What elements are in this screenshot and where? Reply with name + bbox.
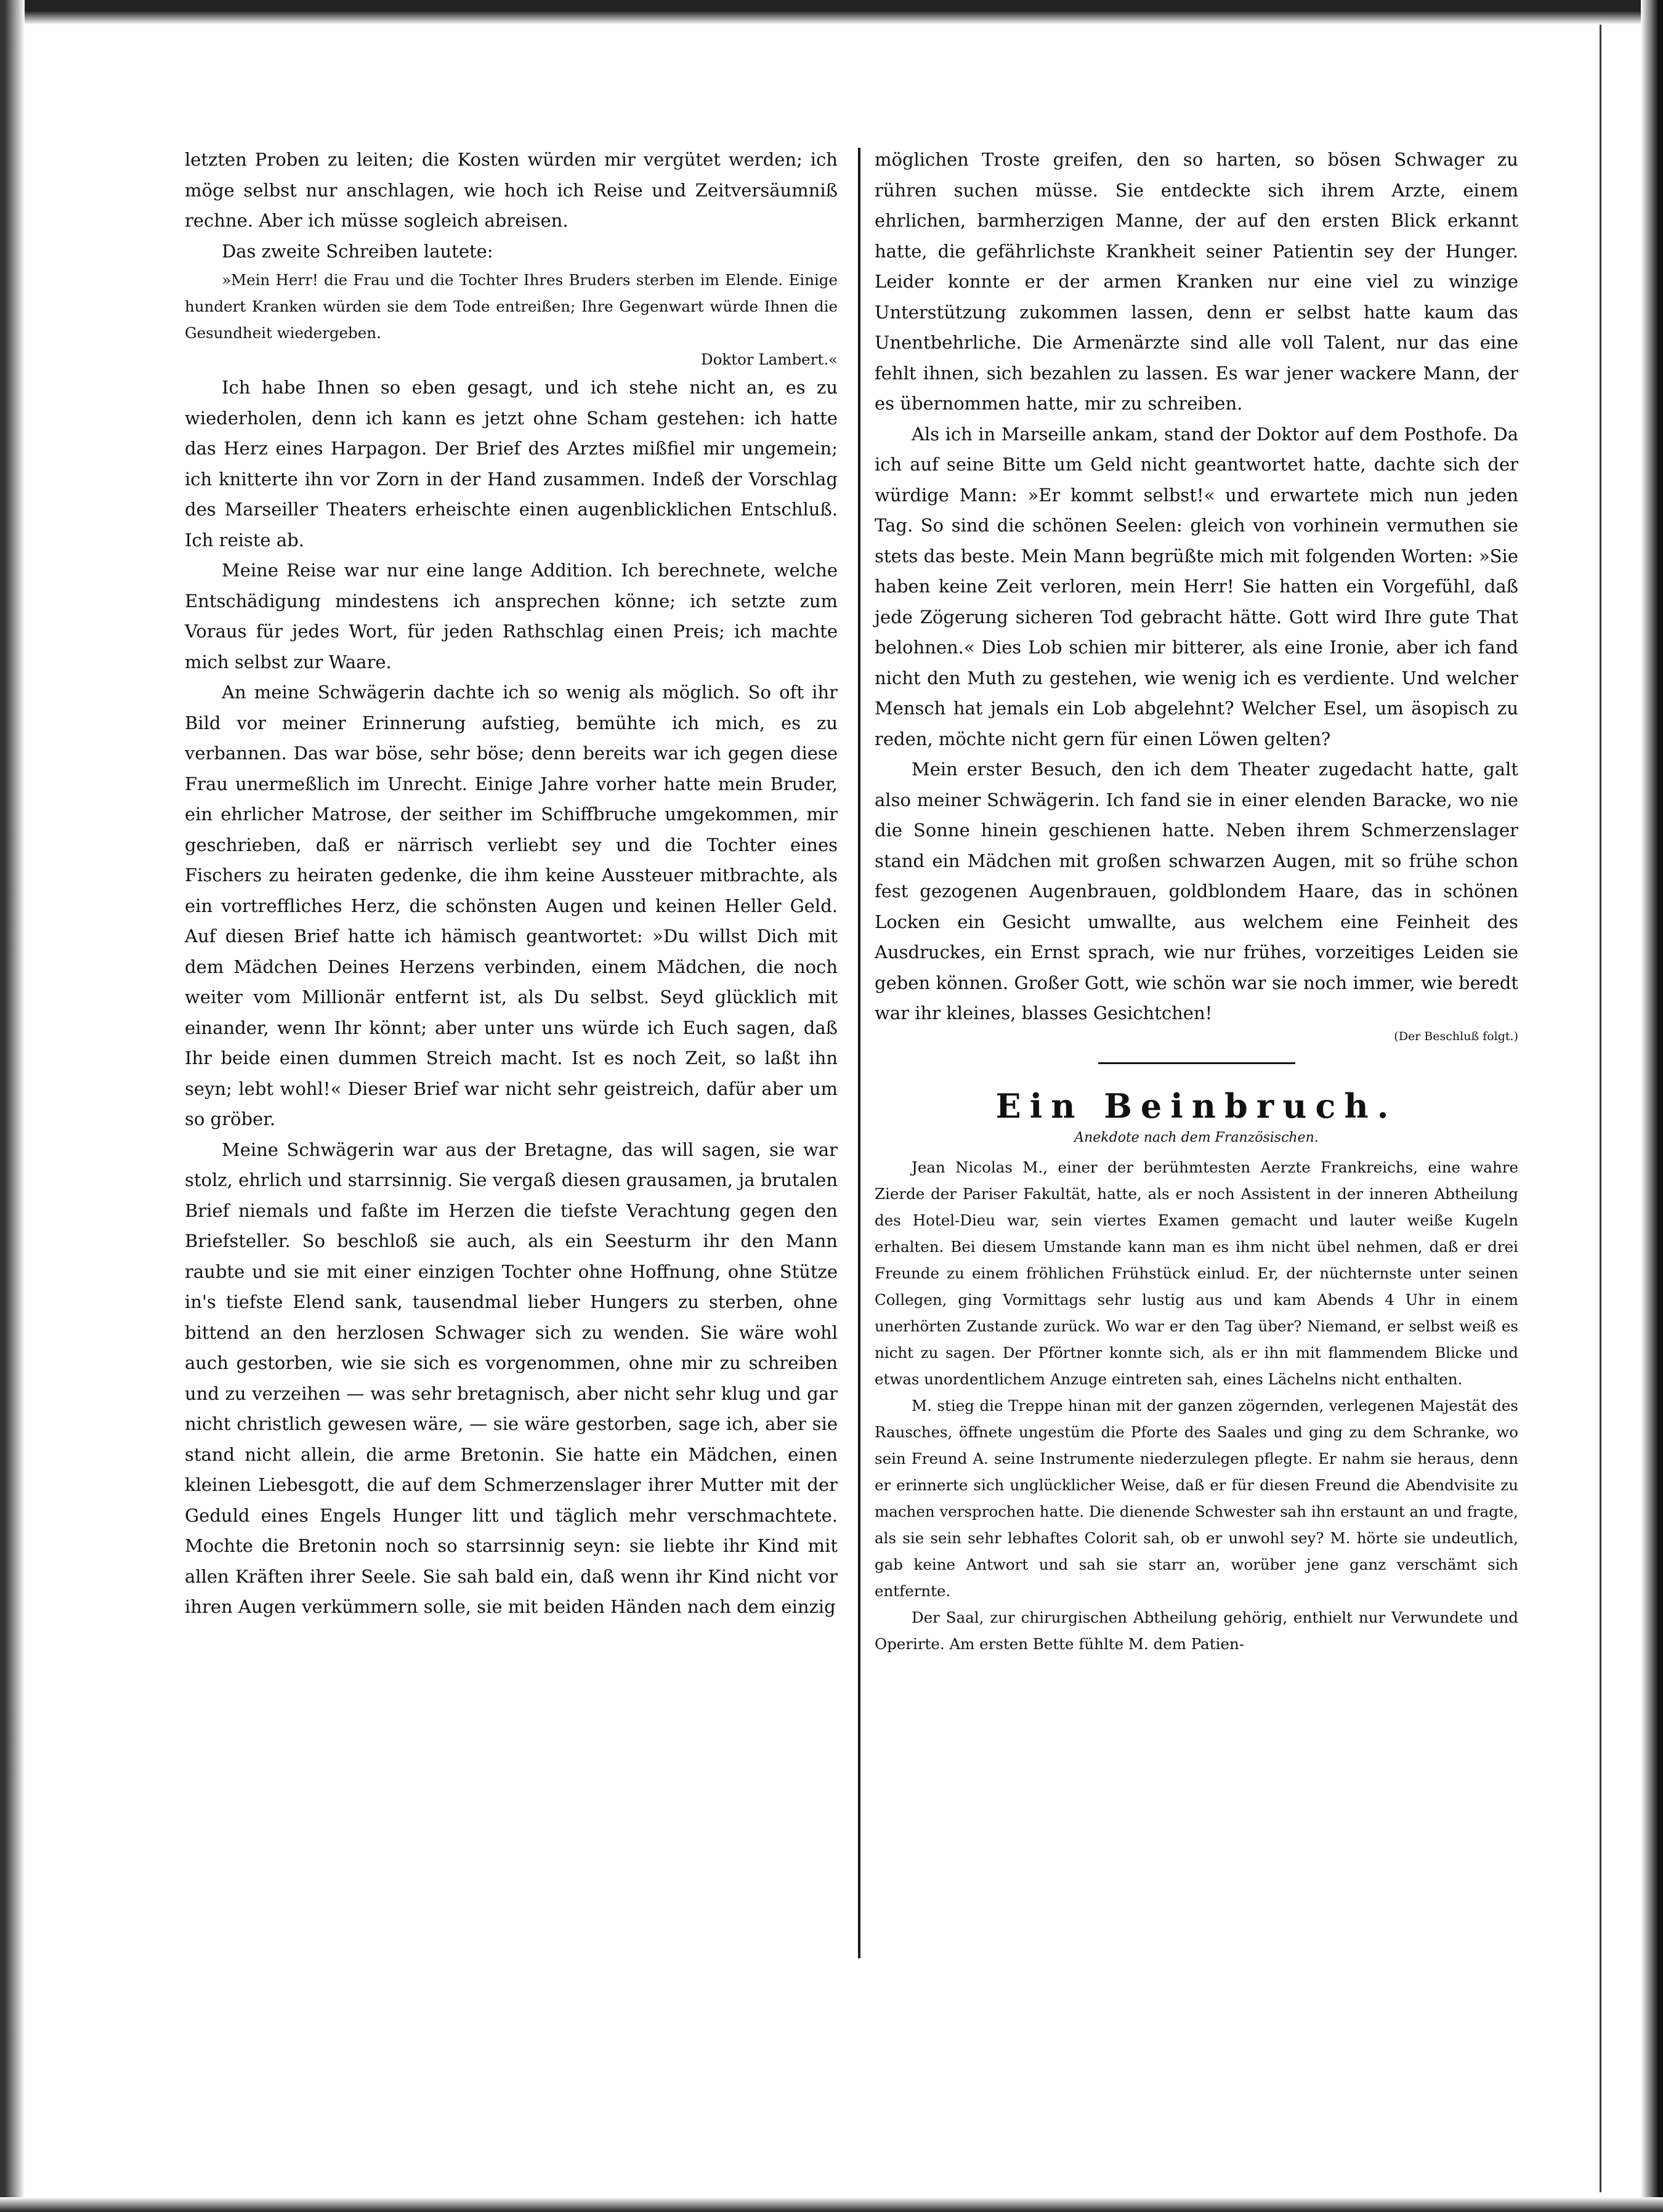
left-column (185, 145, 838, 1623)
letter-signature: Doktor Lambert.« (701, 350, 838, 368)
scan-edge-left (0, 0, 25, 2212)
column-divider (858, 148, 860, 1958)
paragraph-1: letzten Proben zu leiten; die Kosten würden mir vergütet werden; ich möge selbst nur anschlagen, wie hoch ich Reise und Zeitversäumniß rechne. Aber ich müsse sogleich abreisen. (185, 149, 838, 231)
paragraph-2: Das zweite Schreiben lautete: (222, 240, 493, 262)
paragraph-6: Meine Schwägerin war aus der Bretagne, das will sagen, sie war stolz, ehrlich und starrsinnig. Sie vergaß diesen grausamen, ja brutalen Brief niemals und faßte im Herzen die tiefste Verachtung gegen den Briefsteller. So beschloß sie auch, als ein Seesturm ihr den Mann raubte und sie mit einer einzigen Tochter ohne Hoffnung, ohne Stütze in's tiefste Elend sank, tausendmal lieber Hungers zu sterben, ohne bittend an den herzlosen Schwager sich zu wenden. Sie wäre wohl auch gestorben, wie sie sich es vorgenommen, ohne mir zu schreiben und zu verzeihen — was sehr bretagnisch, aber nicht sehr klug und gar nicht christlich gewesen wäre, — sie wäre gestorben, sage ich, aber sie stand nicht allein, die arme Bretonin. Sie hatte ein Mädchen, einen kleinen Liebesgott, die auf dem Schmerzenslager ihrer Mutter mit der Geduld eines Engels Hunger litt und täglich mehr verschmachtete. Mochte die Bretonin noch so starrsinnig seyn: sie liebte ihr Kind mit allen Kräften ihrer Seele. Sie sah bald ein, daß wenn ihr Kind nicht vor ihren Augen verkümmern solle, sie mit beiden Händen nach dem einzig (185, 1139, 838, 1617)
continuation-note: (Der Beschluß folgt.) (1394, 1029, 1518, 1043)
paragraph-9: Mein erster Besuch, den ich dem Theater zugedacht hatte, galt also meiner Schwägerin. Ich fand sie in einer elenden Baracke, wo nie die Sonne hinein geschienen hatte. Neben ihrem Schmerzenslager stand ein Mädchen mit großen schwarzen Augen, mit so frühe schon fest gezogenen Augenbrauen, goldblondem Haare, das in schönen Locken ein Gesicht umwallte, aus welchem eine Feinheit des Ausdruckes, ein Ernst sprach, wie nur frühes, vorzeitiges Leiden sie geben können. Großer Gott, wie schön war sie noch immer, wie beredt war ihr kleines, blasses Gesichtchen! (875, 759, 1518, 1023)
paragraph-4: Meine Reise war nur eine lange Addition. Ich berechnete, welche Entschädigung mindestens ich ansprechen könne; ich setzte zum Voraus für jedes Wort, für jeden Rathschlag einen Preis; ich machte mich selbst zur Waare. (185, 560, 838, 672)
story-subtitle: Anekdote nach dem Französischen. (1074, 1129, 1319, 1145)
section-separator (1098, 1062, 1295, 1064)
story-title: Ein Beinbruch. (995, 1086, 1398, 1126)
newspaper-page (185, 145, 1521, 1968)
scan-edge-right (1641, 0, 1663, 2212)
story-paragraph-2: M. stieg die Treppe hinan mit der ganzen zögernden, verlegenen Majestät des Rausches, öffnete ungestüm die Pforte des Saales und ging zu dem Schranke, wo sein Freund A. seine Instrumente niederzulegen pflegte. Er nahm sie heraus, denn er erinnerte sich unglücklicher Weise, daß er für diesen Freund die Abendvisite zu machen versprochen hatte. Die dienende Schwester sah ihn erstaunt an und fragte, als sie sein sehr lebhaftes Colorit sah, ob er unwohl sey? M. hörte sie undeutlich, gab keine Antwort und sah sie starr an, worüber jene ganz verschämt sich entfernte. (875, 1396, 1518, 1600)
story-paragraph-3: Der Saal, zur chirurgischen Abtheilung gehörig, enthielt nur Verwundete und Operirte. Am ersten Bette fühlte M. dem Patien- (875, 1608, 1518, 1653)
paragraph-8: Als ich in Marseille ankam, stand der Doktor auf dem Posthofe. Da ich auf seine Bitte um Geld nicht geantwortet hatte, dachte sich der würdige Mann: »Er kommt selbst!« und erwartete mich nun jeden Tag. So sind die schönen Seelen: gleich von vorhinein vermuthen sie stets das beste. Mein Mann begrüßte mich mit folgenden Worten: »Sie haben keine Zeit verloren, mein Herr! Sie hatten ein Vorgefühl, daß jede Zögerung sicheren Tod gebracht hätte. Gott wird Ihre gute That belohnen.« Dies Lob schien mir bitterer, als eine Ironie, aber ich fand nicht den Muth zu gestehen, wie wenig ich es verdiente. Und welcher Mensch hat jemals ein Lob abgelehnt? Welcher Esel, um äsopisch zu reden, möchte nicht gern für einen Löwen gelten? (875, 423, 1518, 749)
page-fold-line (1600, 25, 1601, 2192)
story-paragraph-1: Jean Nicolas M., einer der berühmtesten Aerzte Frankreichs, eine wahre Zierde der Pariser Fakultät, hatte, als er noch Assistent in der inneren Abtheilung des Hotel-Dieu war, sein viertes Examen gemacht und lauter weiße Kugeln erhalten. Bei diesem Umstande kann man es ihm nicht übel nehmen, daß er drei Freunde zu einem fröhlichen Frühstück einlud. Er, der nüchternste unter seinen Collegen, ging Vormittags sehr lustig aus und kam Abends 4 Uhr in einem unerhörten Zustande zurück. Wo war er den Tag über? Niemand, er selbst weiß es nicht zu sagen. Der Pförtner konnte sich, als er ihn mit flammendem Blicke und etwas unordentlichem Anzuge eintreten sah, eines Lächelns nicht enthalten. (875, 1158, 1518, 1388)
scan-edge-top (0, 0, 1663, 25)
paragraph-3: Ich habe Ihnen so eben gesagt, und ich stehe nicht an, es zu wiederholen, denn ich kann es jetzt ohne Scham gestehen: ich hatte das Herz eines Harpagon. Der Brief des Arztes mißfiel mir ungemein; ich knitterte ihn vor Zorn in der Hand zusammen. Indeß der Vorschlag des Marseiller Theaters erheischte einen augenblicklichen Entschluß. Ich reiste ab. (185, 377, 838, 551)
right-column (875, 145, 1518, 1657)
paragraph-7: möglichen Troste greifen, den so harten, so bösen Schwager zu rühren suchen müsse. Sie entdeckte sich ihrem Arzte, einem ehrlichen, barmherzigen Manne, der auf den ersten Blick erkannt hatte, die gefährlichste Krankheit seiner Patientin sey der Hunger. Leider konnte er der armen Kranken nur eine viel zu winzige Unterstützung zukommen lassen, denn er selbst hatte kaum das Unentbehrliche. Die Armenärzte sind alle voll Talent, nur das eine fehlt ihnen, sich bezahlen zu lassen. Es war jener wackere Mann, der es übernommen hatte, mir zu schreiben. (875, 149, 1518, 414)
quoted-letter: »Mein Herr! die Frau und die Tochter Ihres Bruders sterben im Elende. Einige hundert Kranken würden sie dem Tode entreißen; Ihre Gegenwart würde Ihnen die Gesundheit wiedergeben. (185, 271, 838, 342)
paragraph-5: An meine Schwägerin dachte ich so wenig als möglich. So oft ihr Bild vor meiner Erinnerung aufstieg, bemühte ich mich, es zu verbannen. Das war böse, sehr böse; denn bereits war ich gegen diese Frau unermeßlich im Unrecht. Einige Jahre vorher hatte mein Bruder, ein ehrlicher Matrose, der seither im Schiffbruche umgekommen, mir geschrieben, daß er närrisch verliebt sey und die Tochter eines Fischers zu heiraten gedenke, die ihm keine Aussteuer mitbrachte, als ein vortreffliches Herz, die schönsten Augen und keinen Heller Geld. Auf diesen Brief hatte ich hämisch geantwortet: »Du willst Dich mit dem Mädchen Deines Herzens verbinden, einem Mädchen, die noch weiter vom Millionär entfernt ist, als Du selbst. Seyd glücklich mit einander, wenn Ihr könnt; aber unter uns würde ich Euch sagen, daß Ihr beide einen dummen Streich macht. Ist es noch Zeit, so laßt ihn seyn; lebt wohl!« Dieser Brief war nicht sehr geistreich, dafür aber um so gröber. (185, 682, 838, 1129)
scan-edge-bottom (0, 2197, 1663, 2212)
